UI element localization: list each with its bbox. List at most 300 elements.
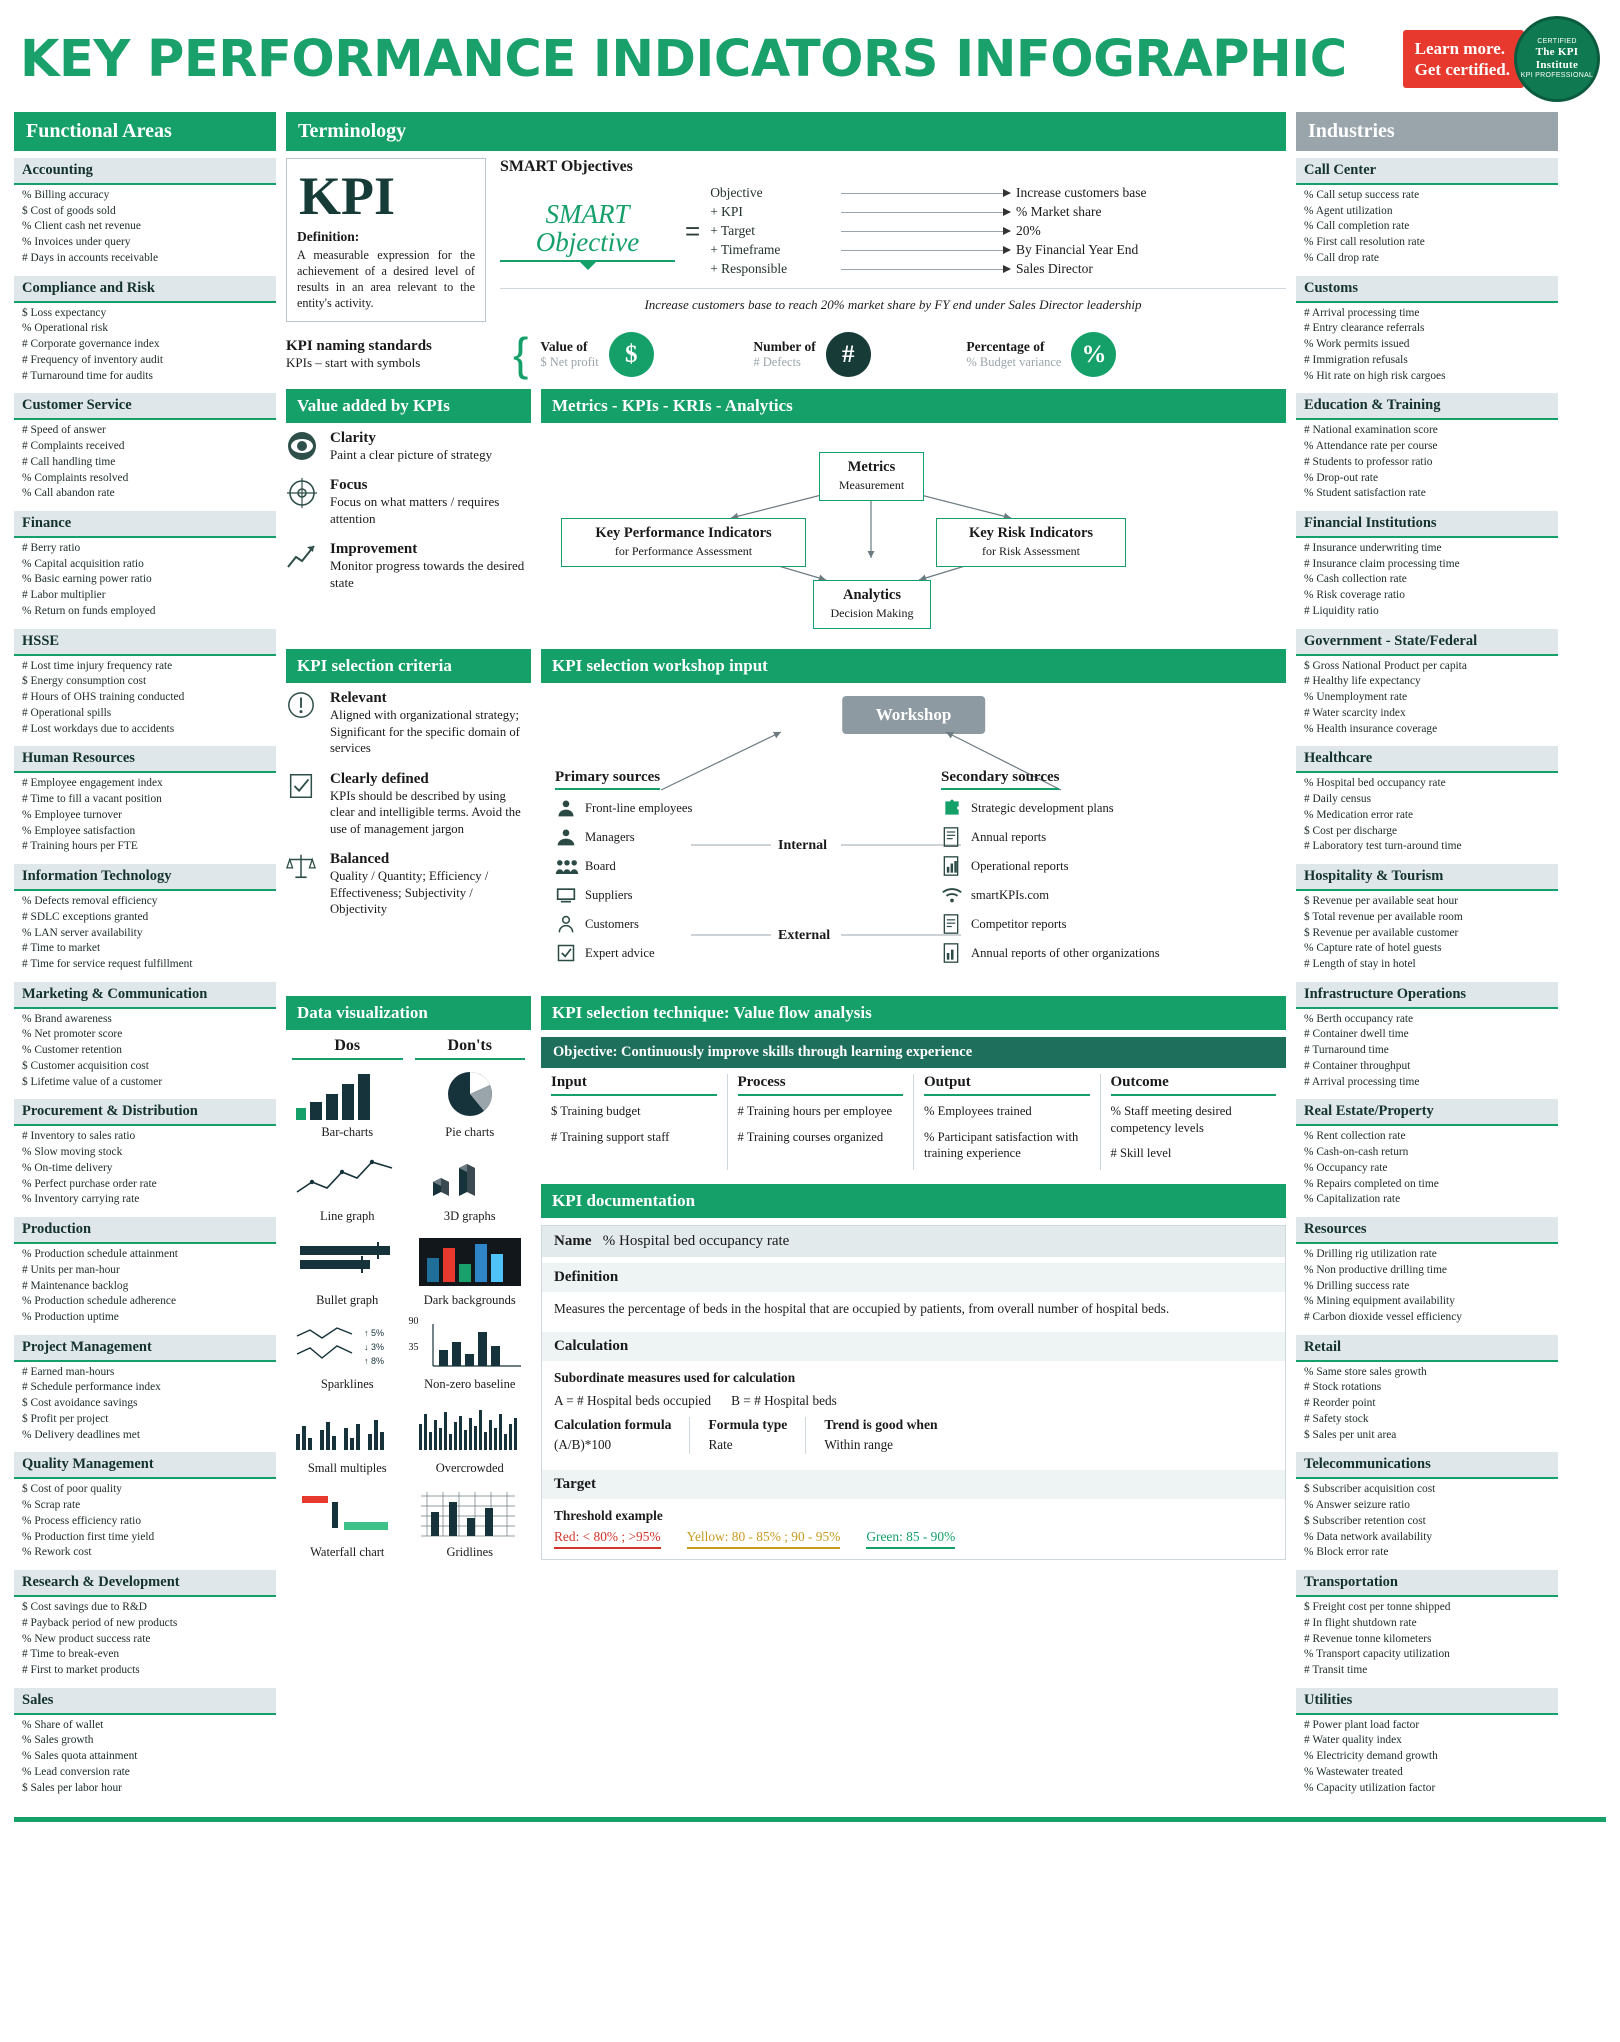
- industry-group-list: [1296, 1247, 1558, 1326]
- value-flow-column-head: Outcome: [1111, 1074, 1277, 1096]
- list-item: # Transit time: [1304, 1664, 1368, 1676]
- smart-row: [710, 261, 1286, 277]
- list-item: # Turnaround time: [1304, 1044, 1389, 1057]
- equals-sign: =: [685, 215, 701, 246]
- list-item: # Turnaround time for audits: [22, 369, 153, 382]
- exclamation-circle-icon: [286, 690, 320, 757]
- source-item: [555, 914, 775, 934]
- industry-group-header: Customs: [1296, 276, 1558, 303]
- documentation-card: [541, 1225, 1286, 1560]
- svg-text:↑ 8%: ↑ 8%: [364, 1356, 385, 1367]
- list-item: % Complaints resolved: [22, 471, 129, 484]
- industry-group-list: [1296, 1482, 1558, 1561]
- industry-group-header: Infrastructure Operations: [1296, 982, 1558, 1009]
- list-item: # Insurance underwriting time: [1304, 542, 1442, 555]
- source-item-label: Annual reports: [971, 830, 1047, 845]
- person-icon: [555, 798, 577, 818]
- list-item: % Berth occupancy rate: [1304, 1012, 1414, 1025]
- list-item: $ Customer acquisition cost: [22, 1059, 149, 1072]
- expert-advice-icon: [555, 943, 577, 963]
- list-item: $ Cost avoidance savings: [22, 1397, 138, 1410]
- secondary-sources-list: [941, 798, 1181, 963]
- list-item: # Entry clearance referrals: [1304, 322, 1425, 335]
- list-item: % Drilling rig utilization rate: [1304, 1248, 1437, 1261]
- functional-area-group-header: Quality Management: [14, 1452, 276, 1479]
- selection-criteria-section: [286, 649, 531, 990]
- list-item: $ Sales per labor hour: [22, 1781, 122, 1794]
- list-item: % Drilling success rate: [1304, 1279, 1410, 1292]
- chart-thumb-icon: [288, 1152, 407, 1209]
- node-metrics-title: Metrics: [847, 459, 896, 476]
- data-viz-caption: Sparklines: [320, 1377, 374, 1392]
- threshold-green: Green: 85 - 90%: [866, 1529, 955, 1549]
- data-viz-caption: Bar-charts: [321, 1125, 374, 1140]
- selection-criteria-item: [286, 851, 531, 918]
- list-item: # Lost workdays due to accidents: [22, 722, 175, 735]
- list-item: % Cash collection rate: [1304, 573, 1407, 586]
- list-item: $ Loss expectancy: [22, 306, 107, 319]
- list-item: % Call completion rate: [1304, 220, 1410, 233]
- data-viz-dont-item: [409, 1312, 532, 1396]
- arrow-icon: [841, 250, 1010, 251]
- smart-row-key: + KPI: [710, 204, 743, 219]
- industry-group-list: [1296, 423, 1558, 502]
- list-item: % Inventory carrying rate: [22, 1193, 140, 1206]
- functional-area-group-header: Production: [14, 1217, 276, 1244]
- definition-text: A measurable expression for the achievement of a desired level of results in an area relevant to the entity's activity.: [297, 248, 475, 311]
- metrics-diagram: [541, 430, 1286, 645]
- list-item: # Water scarcity index: [1304, 706, 1406, 719]
- source-item-label: Board: [585, 859, 616, 874]
- list-item: % Slow moving stock: [22, 1146, 123, 1159]
- data-visualization-section: [286, 996, 531, 1564]
- list-item: $ Profit per project: [22, 1412, 109, 1425]
- seal-top-text: CERTIFIED: [1537, 38, 1577, 46]
- list-item: # Arrival processing time: [1304, 1075, 1420, 1088]
- list-item: % Hospital bed occupancy rate: [1304, 777, 1446, 790]
- industry-group-list: [1296, 1129, 1558, 1208]
- selection-criteria-item-title: Clearly defined: [330, 770, 429, 787]
- list-item: % First call resolution rate: [1304, 236, 1425, 249]
- list-item: # Operational spills: [22, 706, 112, 719]
- industry-group-list: [1296, 1600, 1558, 1679]
- industry-group-list: [1296, 188, 1558, 267]
- data-visualization-title: Data visualization: [286, 996, 531, 1030]
- external-label: External: [778, 928, 831, 944]
- source-item: [941, 885, 1181, 905]
- source-item: [555, 798, 775, 818]
- list-item: % Lead conversion rate: [22, 1765, 130, 1778]
- arrow-icon: [841, 193, 1010, 194]
- badge-line-1: Learn more.: [1414, 38, 1505, 58]
- functional-area-group-list: [14, 1012, 276, 1091]
- list-item: % Drop-out rate: [1304, 471, 1379, 484]
- industry-group-list: [1296, 541, 1558, 620]
- list-item: % Mining equipment availability: [1304, 1295, 1455, 1308]
- list-item: $ Gross National Product per capita: [1304, 659, 1467, 672]
- value-flow-title: KPI selection technique: Value flow analysis: [541, 996, 1286, 1030]
- list-item: # Stock rotations: [1304, 1381, 1382, 1394]
- value-flow-column: [1101, 1074, 1287, 1170]
- list-item: $ Cost per discharge: [1304, 824, 1398, 837]
- value-flow-column-head: Output: [924, 1074, 1090, 1096]
- value-flow-column: [728, 1074, 915, 1170]
- list-item: # Corporate governance index: [22, 338, 160, 351]
- naming-item-example: $ Net profit: [540, 355, 599, 370]
- list-item: % Rework cost: [22, 1546, 92, 1559]
- list-item: % Capacity utilization factor: [1304, 1781, 1436, 1794]
- industry-group-list: [1296, 306, 1558, 385]
- value-added-item-desc: Paint a clear picture of strategy: [330, 447, 493, 463]
- competitor-report-icon: [941, 914, 963, 934]
- chart-thumb-icon: [411, 1488, 530, 1545]
- value-flow-column-head: Input: [551, 1074, 717, 1096]
- functional-area-group-header: Sales: [14, 1688, 276, 1715]
- value-added-items: [286, 430, 531, 592]
- source-item-label: Front-line employees: [585, 801, 693, 816]
- chart-thumb-icon: [411, 1404, 530, 1461]
- list-item: # Students to professor ratio: [1304, 455, 1433, 468]
- value-flow-item: $ Training budget: [551, 1104, 641, 1119]
- value-flow-item: % Employees trained: [924, 1104, 1032, 1119]
- kpi-acronym: KPI: [299, 166, 396, 226]
- functional-area-group-header: HSSE: [14, 629, 276, 656]
- value-added-item-desc: Focus on what matters / requires attention: [330, 494, 500, 527]
- node-kpi-title: Key Performance Indicators: [595, 525, 772, 542]
- donts-column: [409, 1060, 532, 1564]
- smart-objectives-card: [500, 158, 1286, 322]
- documentation-title: KPI documentation: [541, 1184, 1286, 1218]
- primary-sources-list: [555, 798, 775, 963]
- selection-criteria-item-desc: KPIs should be described by using clear and intelligible terms. Avoid the use of management jargon: [330, 788, 521, 836]
- chart-thumb-icon: [288, 1320, 407, 1377]
- list-item: $ Energy consumption cost: [22, 675, 147, 688]
- list-item: % Process efficiency ratio: [22, 1514, 142, 1527]
- bar-report-icon: [941, 856, 963, 876]
- functional-area-group-list: [14, 776, 276, 855]
- functional-area-group-list: [14, 659, 276, 738]
- smart-row: [710, 185, 1286, 201]
- svg-text:↑ 5%: ↑ 5%: [364, 1328, 385, 1339]
- industry-group-list: [1296, 776, 1558, 855]
- functional-area-group-list: [14, 423, 276, 502]
- list-item: # Healthy life expectancy: [1304, 675, 1421, 688]
- list-item: # In flight shutdown rate: [1304, 1616, 1417, 1629]
- value-added-item-title: Clarity: [330, 430, 376, 447]
- value-flow-section: [541, 996, 1286, 1560]
- list-item: % Return on funds employed: [22, 604, 156, 617]
- doc-sub-a: A = # Hospital beds occupied: [554, 1393, 712, 1409]
- list-item: $ Freight cost per tonne shipped: [1304, 1601, 1451, 1614]
- list-item: # Liquidity ratio: [1304, 604, 1379, 617]
- chart-thumb-icon: [288, 1068, 407, 1125]
- doc-trend-value: Within range: [824, 1437, 894, 1453]
- naming-item-label: Number of: [753, 339, 816, 355]
- value-flow-item: # Skill level: [1110, 1146, 1172, 1161]
- list-item: % LAN server availability: [22, 926, 143, 939]
- value-added-item-title: Focus: [330, 477, 368, 494]
- smart-row-value: 20%: [1016, 223, 1041, 238]
- smart-row: [710, 242, 1286, 258]
- list-item: % Production schedule adherence: [22, 1295, 177, 1308]
- data-viz-dont-item: [409, 1060, 532, 1144]
- industry-group-header: Healthcare: [1296, 746, 1558, 773]
- data-viz-caption: Pie charts: [445, 1125, 495, 1140]
- industry-group-header: Education & Training: [1296, 393, 1558, 420]
- source-item: [941, 856, 1181, 876]
- list-item: # Speed of answer: [22, 424, 106, 437]
- data-viz-dont-item: [409, 1228, 532, 1312]
- value-flow-item: # Training support staff: [551, 1129, 670, 1144]
- node-metrics: [819, 452, 924, 501]
- metrics-section: [541, 389, 1286, 645]
- donts-label: Don'ts: [415, 1037, 526, 1060]
- list-item: # Immigration refusals: [1304, 353, 1408, 366]
- naming-item: [540, 332, 745, 377]
- industries-column: [1296, 112, 1558, 1805]
- industry-group-list: [1296, 894, 1558, 973]
- node-kri-sub: for Risk Assessment: [981, 544, 1080, 559]
- doc-name-label: Name: [554, 1233, 592, 1250]
- industries-title: Industries: [1296, 112, 1558, 151]
- source-item-label: Customers: [585, 917, 639, 932]
- smart-row-value: % Market share: [1016, 204, 1102, 219]
- node-metrics-sub: Measurement: [838, 478, 905, 493]
- chart-thumb-icon: [411, 1236, 530, 1293]
- list-item: # Insurance claim processing time: [1304, 557, 1460, 570]
- trend-up-icon: [286, 541, 320, 575]
- value-flow-item: % Participant satisfaction with training experience: [924, 1129, 1079, 1161]
- list-item: % Answer seizure ratio: [1304, 1499, 1410, 1512]
- list-item: % Non productive drilling time: [1304, 1263, 1447, 1276]
- list-item: # Time to fill a vacant position: [22, 793, 162, 806]
- list-item: # Hours of OHS training conducted: [22, 691, 185, 704]
- list-item: # Time for service request fulfillment: [22, 957, 193, 970]
- arrow-icon: [841, 231, 1010, 232]
- node-kpi-sub: for Performance Assessment: [614, 544, 753, 559]
- terminology-title: Terminology: [286, 112, 1286, 151]
- functional-area-group-list: [14, 894, 276, 973]
- doc-formula-type-value: Rate: [708, 1437, 733, 1453]
- doc-calculation-label: Calculation: [542, 1332, 1285, 1361]
- list-item: % Same store sales growth: [1304, 1365, 1427, 1378]
- list-item: % Sales growth: [22, 1734, 94, 1747]
- list-item: # Inventory to sales ratio: [22, 1130, 136, 1143]
- list-item: % Risk coverage ratio: [1304, 589, 1405, 602]
- source-item: [941, 914, 1181, 934]
- list-item: % New product success rate: [22, 1632, 151, 1645]
- list-item: % Student satisfaction rate: [1304, 487, 1426, 500]
- data-viz-caption: Non-zero baseline: [424, 1377, 516, 1392]
- eye-icon: [286, 430, 320, 464]
- list-item: # SDLC exceptions granted: [22, 910, 149, 923]
- industry-group-header: Resources: [1296, 1217, 1558, 1244]
- list-item: % Block error rate: [1304, 1546, 1389, 1559]
- smart-row-value: By Financial Year End: [1016, 242, 1139, 257]
- list-item: % Agent utilization: [1304, 204, 1393, 217]
- source-item: [941, 798, 1181, 818]
- doc-name-row: [542, 1226, 1285, 1257]
- arrow-icon: [841, 212, 1010, 213]
- functional-areas-column: [14, 112, 276, 1805]
- selection-criteria-item-desc: Aligned with organizational strategy; Significant for the specific domain of services: [330, 708, 520, 756]
- functional-area-group-header: Accounting: [14, 158, 276, 185]
- seal-main-text: The KPI Institute: [1535, 46, 1579, 71]
- smart-logo-line2: Objective: [535, 227, 640, 257]
- value-flow-column: [914, 1074, 1101, 1170]
- smart-rows: [710, 182, 1286, 280]
- kpi-naming-standards: [286, 328, 1286, 381]
- terminology-section: [286, 158, 1286, 322]
- list-item: # Call handling time: [22, 455, 116, 468]
- list-item: $ Cost of poor quality: [22, 1483, 122, 1496]
- functional-area-group-list: [14, 1129, 276, 1208]
- functional-area-group-header: Finance: [14, 511, 276, 538]
- functional-area-group-list: [14, 1600, 276, 1679]
- list-item: % Scrap rate: [22, 1499, 81, 1512]
- list-item: # Container dwell time: [1304, 1028, 1409, 1041]
- selection-criteria-item-title: Balanced: [330, 851, 390, 868]
- list-item: # Container throughput: [1304, 1059, 1411, 1072]
- smart-row-value: Increase customers base: [1016, 185, 1147, 200]
- value-added-item-desc: Monitor progress towards the desired state: [330, 558, 525, 591]
- value-flow-item: # Training hours per employee: [737, 1104, 893, 1119]
- list-item: % Call drop rate: [1304, 251, 1379, 264]
- value-added-section: [286, 389, 531, 645]
- list-item: # Power plant load factor: [1304, 1718, 1420, 1731]
- page-title: KEY PERFORMANCE INDICATORS INFOGRAPHIC: [20, 29, 1347, 89]
- list-item: % Capitalization rate: [1304, 1193, 1401, 1206]
- list-item: % Production first time yield: [22, 1530, 155, 1543]
- value-flow-item: % Staff meeting desired competency levels: [1110, 1104, 1232, 1135]
- functional-area-group-list: [14, 541, 276, 620]
- source-item: [555, 885, 775, 905]
- selection-criteria-item-desc: Quality / Quantity; Efficiency / Effectiveness; Subjectivity / Objectivity: [330, 869, 489, 917]
- doc-formula-label: Calculation formula: [554, 1417, 672, 1433]
- doc-definition-text: Measures the percentage of beds in the hospital that are occupied by patients, from overall number of hospital beds.: [554, 1301, 1170, 1317]
- selection-criteria-title: KPI selection criteria: [286, 649, 531, 683]
- document-icon: [941, 827, 963, 847]
- wifi-icon: [941, 885, 963, 905]
- target-icon: [286, 477, 320, 511]
- doc-trend: [824, 1417, 955, 1454]
- list-item: $ Cost savings due to R&D: [22, 1601, 147, 1614]
- selection-criteria-item: [286, 690, 531, 757]
- smart-row-value: Sales Director: [1016, 261, 1093, 276]
- symbol-dollar-icon: $: [609, 332, 654, 377]
- list-item: % Customer retention: [22, 1044, 122, 1057]
- supplier-icon: [555, 885, 577, 905]
- list-item: % Capital acquisition ratio: [22, 557, 144, 570]
- doc-threshold-label: Threshold example: [554, 1508, 663, 1524]
- source-item: [555, 856, 775, 876]
- functional-area-group-list: [14, 1365, 276, 1444]
- selection-criteria-item-title: Relevant: [330, 690, 387, 707]
- functional-areas-title: Functional Areas: [14, 112, 276, 151]
- list-item: % Rent collection rate: [1304, 1130, 1406, 1143]
- value-flow-objective: Objective: Continuously improve skills through learning experience: [541, 1037, 1286, 1068]
- data-viz-caption: Bullet graph: [316, 1293, 379, 1308]
- functional-area-group-header: Procurement & Distribution: [14, 1099, 276, 1126]
- other-report-icon: [941, 943, 963, 963]
- list-item: % Delivery deadlines met: [22, 1428, 140, 1441]
- functional-area-group-list: [14, 188, 276, 267]
- doc-subordinate-label: Subordinate measures used for calculation: [554, 1370, 796, 1386]
- kpi-definition-card: [286, 158, 486, 322]
- header-right: [1403, 16, 1600, 102]
- source-item-label: Competitor reports: [971, 917, 1067, 932]
- list-item: # Revenue tonne kilometers: [1304, 1632, 1432, 1645]
- selection-criteria-items: [286, 690, 531, 918]
- industry-group-list: [1296, 1365, 1558, 1444]
- chart-thumb-icon: [288, 1236, 407, 1293]
- value-flow-column-head: Process: [738, 1074, 904, 1096]
- list-item: # Lost time injury frequency rate: [22, 659, 173, 672]
- functional-area-group-header: Project Management: [14, 1335, 276, 1362]
- list-item: # Employee engagement index: [22, 777, 163, 790]
- list-item: % Employee satisfaction: [22, 824, 136, 837]
- naming-item: [966, 332, 1171, 377]
- industry-group-header: Real Estate/Property: [1296, 1099, 1558, 1126]
- doc-formula-value: (A/B)*100: [554, 1437, 612, 1453]
- industry-group-header: Transportation: [1296, 1570, 1558, 1597]
- naming-items: [540, 332, 1171, 377]
- internal-label: Internal: [778, 838, 827, 854]
- list-item: # Frequency of inventory audit: [22, 353, 164, 366]
- chart-thumb-icon: [288, 1488, 407, 1545]
- main-column: [286, 112, 1286, 1564]
- industries-groups: [1296, 158, 1558, 1796]
- seal-bottom-text: KPI PROFESSIONAL: [1520, 71, 1594, 79]
- doc-definition-label: Definition: [542, 1263, 1285, 1292]
- source-item-label: Suppliers: [585, 888, 633, 903]
- source-item-label: smartKPIs.com: [971, 888, 1050, 903]
- value-flow-item: # Training courses organized: [737, 1129, 884, 1144]
- industry-group-header: Government - State/Federal: [1296, 629, 1558, 656]
- chart-thumb-icon: [288, 1404, 407, 1461]
- naming-item-example: # Defects: [753, 355, 801, 370]
- source-item-label: Strategic development plans: [971, 801, 1114, 816]
- functional-areas-groups: [14, 158, 276, 1796]
- list-item: % Brand awareness: [22, 1012, 112, 1025]
- smart-objectives-title: SMART Objectives: [500, 158, 633, 175]
- bottom-rule: [14, 1817, 1606, 1822]
- list-item: # Time to break-even: [22, 1648, 120, 1661]
- list-item: # Carbon dioxide vessel efficiency: [1304, 1310, 1462, 1323]
- manager-icon: [555, 827, 577, 847]
- learn-more-badge[interactable]: [1403, 30, 1524, 89]
- functional-area-group-header: Marketing & Communication: [14, 982, 276, 1009]
- list-item: # Training hours per FTE: [22, 840, 138, 853]
- value-added-item: [286, 430, 531, 464]
- data-viz-caption: 3D graphs: [443, 1209, 496, 1224]
- list-item: % On-time delivery: [22, 1161, 113, 1174]
- naming-subtitle: KPIs – start with symbols: [286, 355, 421, 371]
- list-item: $ Cost of goods sold: [22, 204, 116, 217]
- threshold-red: Red: < 80% ; >95%: [554, 1529, 661, 1549]
- smart-row: [710, 204, 1286, 220]
- data-viz-do-item: [286, 1228, 409, 1312]
- axis-tick-top: 90: [408, 1316, 419, 1328]
- source-item: [555, 827, 775, 847]
- functional-area-group-list: [14, 306, 276, 385]
- axis-tick-bottom: 35: [408, 1342, 419, 1354]
- list-item: % Invoices under query: [22, 236, 131, 249]
- industry-group-list: [1296, 659, 1558, 738]
- list-item: % Client cash net revenue: [22, 220, 141, 233]
- list-item: % Net promoter score: [22, 1028, 123, 1041]
- metrics-title: Metrics - KPIs - KRIs - Analytics: [541, 389, 1286, 423]
